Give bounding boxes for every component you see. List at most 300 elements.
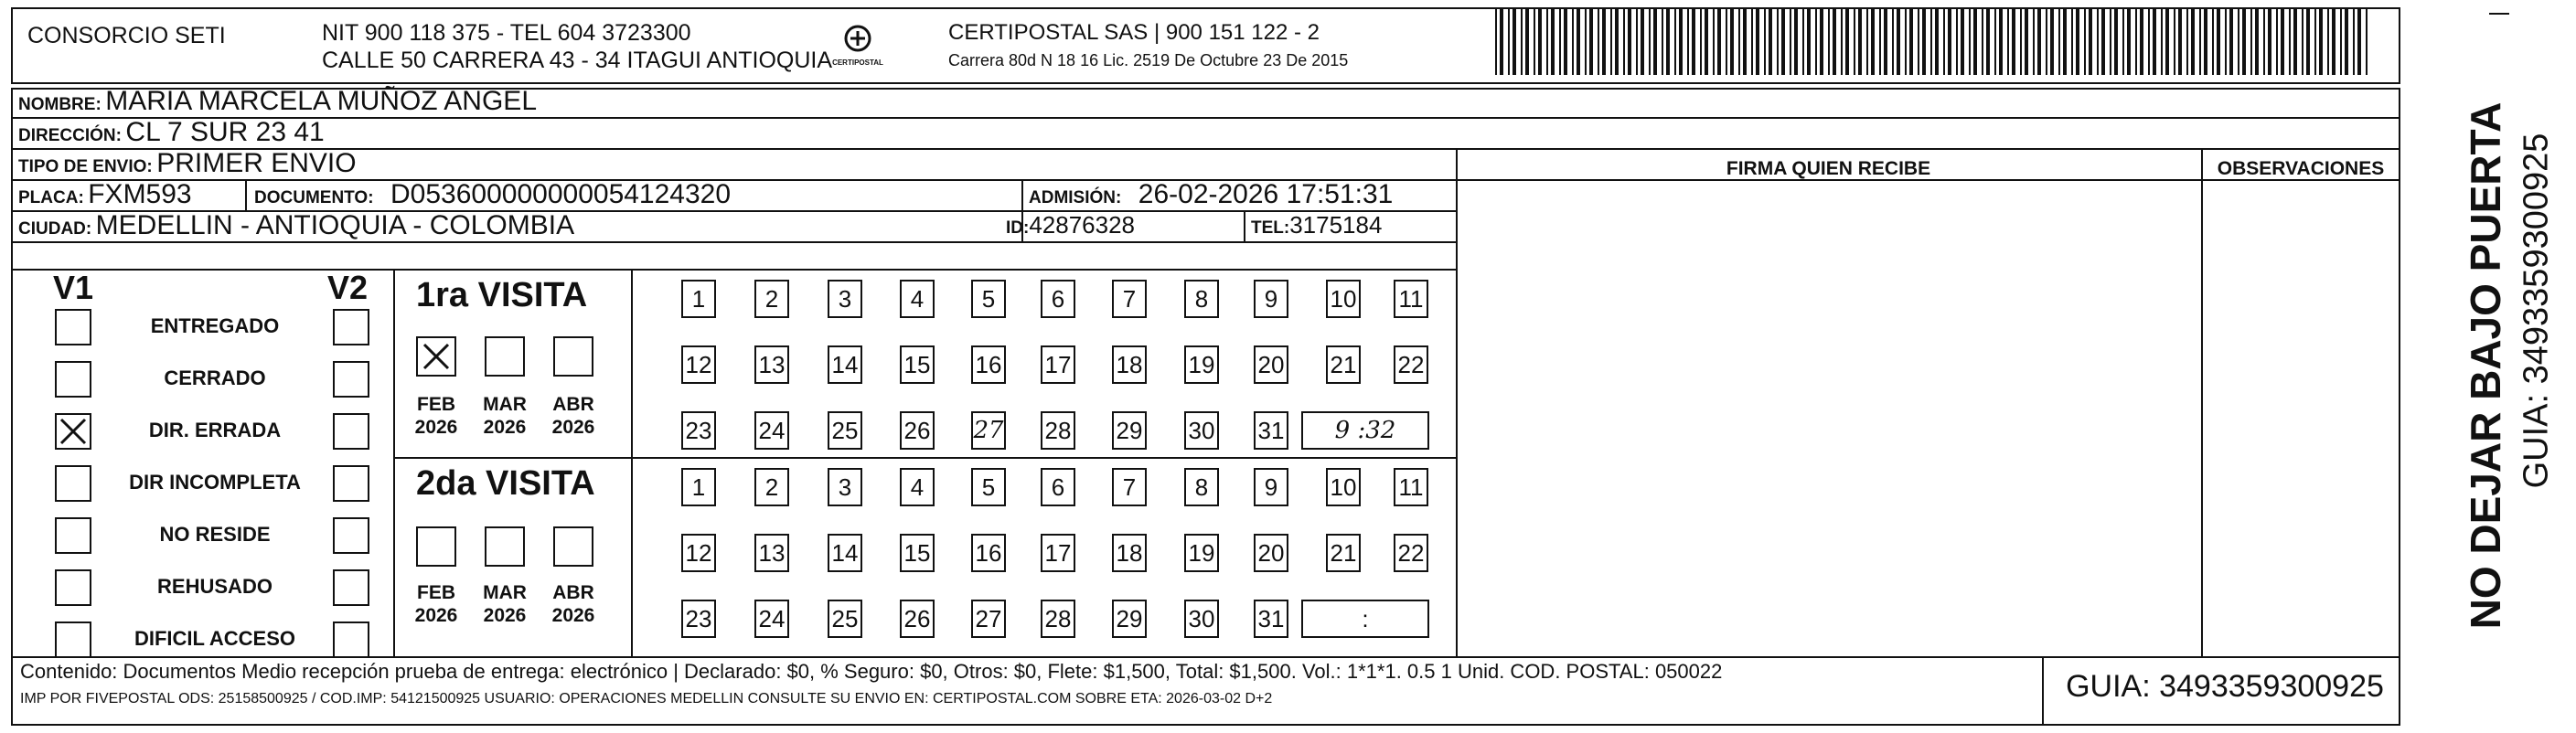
barcode-bar bbox=[1922, 9, 1926, 75]
day-box[interactable]: 1 bbox=[681, 468, 716, 506]
barcode-bar bbox=[1969, 9, 1971, 75]
status-label: CERRADO bbox=[164, 366, 266, 389]
day-box[interactable]: 8 bbox=[1184, 280, 1219, 318]
v1-checkbox[interactable] bbox=[55, 621, 91, 658]
day-box[interactable]: 17 bbox=[1041, 345, 1075, 384]
barcode-bar bbox=[2076, 9, 2079, 75]
documento-value: D053600000000054124320 bbox=[390, 179, 732, 209]
barcode-bar bbox=[2199, 9, 2201, 75]
time-box[interactable]: : bbox=[1301, 600, 1429, 638]
day-box[interactable]: 27 bbox=[971, 600, 1006, 638]
day-box[interactable]: 9 bbox=[1254, 468, 1288, 506]
v1-checkbox[interactable] bbox=[55, 361, 91, 398]
barcode-bar bbox=[2110, 9, 2111, 75]
barcode-bar bbox=[2293, 9, 2297, 75]
month-name: ABR bbox=[552, 394, 594, 415]
day-box[interactable]: 16 bbox=[971, 345, 1006, 384]
license-line: Carrera 80d N 18 16 Lic. 2519 De Octubre 23 De 2015 bbox=[948, 51, 1349, 69]
day-box[interactable]: 14 bbox=[828, 534, 862, 572]
barcode-bar bbox=[1820, 9, 1823, 75]
barcode-bar bbox=[1649, 9, 1651, 75]
row-line bbox=[393, 457, 1456, 459]
month-label bbox=[546, 393, 601, 439]
barcode-bar bbox=[1918, 9, 1919, 75]
day-box[interactable]: 22 bbox=[1394, 345, 1428, 384]
day-box[interactable]: 6 bbox=[1041, 468, 1075, 506]
nombre-field bbox=[18, 86, 537, 117]
barcode-bar bbox=[1700, 9, 1702, 75]
direccion-field bbox=[18, 117, 325, 148]
status-label: DIFICIL ACCESO bbox=[134, 627, 295, 650]
barcode-bar bbox=[2140, 9, 2143, 75]
month-name: MAR bbox=[483, 582, 527, 603]
barcode-bar bbox=[1935, 9, 1939, 75]
barcode-bar bbox=[2327, 9, 2329, 75]
barcode-bar bbox=[2127, 9, 2131, 75]
month-year: 2026 bbox=[414, 605, 458, 626]
barcode-bar bbox=[2050, 9, 2054, 75]
barcode-bar bbox=[2178, 9, 2182, 75]
barcode-bar bbox=[2250, 9, 2252, 75]
barcode-bar bbox=[1602, 9, 1606, 75]
footer-imp: IMP POR FIVEPOSTAL ODS: 25158500925 / COD.IMP: 54121500925 USUARIO: OPERACIONES MEDELLIN CONSULTE SU ENVIO EN: CERTIPOSTAL.COM SOBRE ETA: 2026-03-02 D+2 bbox=[20, 691, 1273, 706]
top-right-tick bbox=[2489, 13, 2509, 15]
barcode-bar bbox=[2332, 9, 2336, 75]
barcode-bar bbox=[1815, 9, 1817, 75]
barcode-bar bbox=[1828, 9, 1830, 75]
cell-divider bbox=[245, 179, 247, 210]
no-dejar-bajo-puerta: NO DEJAR BAJO PUERTA bbox=[2462, 101, 2509, 630]
barcode-bar bbox=[2268, 9, 2271, 75]
day-box[interactable]: 22 bbox=[1394, 534, 1428, 572]
barcode-bar bbox=[1833, 9, 1836, 75]
tipo-field bbox=[18, 148, 357, 179]
v2-checkbox[interactable] bbox=[333, 361, 369, 398]
barcode-bar bbox=[1743, 9, 1747, 75]
footer-divider bbox=[2042, 656, 2044, 726]
barcode-bar bbox=[2089, 9, 2092, 75]
barcode-bar bbox=[2046, 9, 2047, 75]
tel-value: 3175184 bbox=[1289, 211, 1383, 239]
day-box[interactable]: 5 bbox=[971, 280, 1006, 318]
day-box[interactable]: 14 bbox=[828, 345, 862, 384]
month-checkbox[interactable] bbox=[416, 526, 456, 567]
day-box[interactable]: 10 bbox=[1326, 468, 1361, 506]
barcode-bar bbox=[1871, 9, 1875, 75]
documento-label: DOCUMENTO: bbox=[254, 188, 374, 207]
day-box[interactable]: 8 bbox=[1184, 468, 1219, 506]
day-box[interactable]: 23 bbox=[681, 600, 716, 638]
barcode-bar bbox=[1512, 9, 1516, 75]
day-box[interactable]: 10 bbox=[1326, 280, 1361, 318]
barcode-bar bbox=[2135, 9, 2137, 75]
certipostal-logo bbox=[830, 20, 885, 75]
barcode-bar bbox=[1546, 9, 1548, 75]
barcode-bar bbox=[1841, 9, 1843, 75]
admision-field bbox=[1029, 179, 1393, 210]
ciudad-value: MEDELLIN - ANTIOQUIA - COLOMBIA bbox=[95, 210, 575, 240]
barcode-bar bbox=[2101, 9, 2105, 75]
month-name: FEB bbox=[417, 394, 455, 415]
status-label: DIR INCOMPLETA bbox=[129, 471, 301, 494]
barcode-bar bbox=[1551, 9, 1555, 75]
barcode-bar bbox=[1982, 9, 1983, 75]
row-line bbox=[11, 241, 1456, 243]
barcode-bar bbox=[1764, 9, 1766, 75]
day-box[interactable]: 29 bbox=[1112, 600, 1147, 638]
day-box[interactable]: 26 bbox=[900, 411, 935, 450]
barcode-bar bbox=[1781, 9, 1785, 75]
status-label: ENTREGADO bbox=[150, 314, 280, 337]
barcode-bar bbox=[1521, 9, 1523, 75]
day-box[interactable]: 2 bbox=[754, 468, 789, 506]
barcode-bar bbox=[2217, 9, 2220, 75]
row-line bbox=[11, 148, 2400, 150]
v2-checkbox[interactable] bbox=[333, 517, 369, 554]
barcode-bar bbox=[2063, 9, 2067, 75]
barcode-bar bbox=[2204, 9, 2207, 75]
month-checkbox[interactable] bbox=[553, 526, 593, 567]
month-label bbox=[409, 581, 464, 627]
barcode-bar bbox=[1892, 9, 1894, 75]
section-divider bbox=[2201, 148, 2203, 656]
barcode-bar bbox=[1845, 9, 1849, 75]
month-label bbox=[477, 393, 532, 439]
row-line bbox=[11, 269, 1456, 271]
placa-value: FXM593 bbox=[88, 179, 192, 209]
barcode-bar bbox=[2058, 9, 2060, 75]
barcode-bar bbox=[1884, 9, 1887, 75]
day-box[interactable]: 20 bbox=[1254, 534, 1288, 572]
cell-divider bbox=[1244, 210, 1245, 241]
observaciones-label: OBSERVACIONES bbox=[2217, 158, 2385, 179]
barcode-bar bbox=[2281, 9, 2284, 75]
barcode-bar bbox=[1858, 9, 1862, 75]
v2-checkbox[interactable] bbox=[333, 621, 369, 658]
day-box[interactable]: 30 bbox=[1184, 600, 1219, 638]
barcode-bar bbox=[1495, 9, 1497, 75]
time-box[interactable]: 9 :32 bbox=[1301, 411, 1429, 450]
day-box[interactable]: 4 bbox=[900, 468, 935, 506]
barcode-bar bbox=[1986, 9, 1990, 75]
barcode-bar bbox=[1854, 9, 1855, 75]
barcode-bar bbox=[1790, 9, 1791, 75]
placa-field bbox=[18, 179, 192, 210]
id-label: ID: bbox=[1006, 218, 1030, 238]
barcode-bar bbox=[1730, 9, 1734, 75]
month-name: MAR bbox=[483, 394, 527, 415]
tel-field bbox=[1251, 211, 1382, 239]
barcode-bar bbox=[1961, 9, 1964, 75]
section-divider bbox=[1456, 148, 1458, 656]
month-checkbox[interactable] bbox=[416, 336, 456, 377]
barcode-bar bbox=[2186, 9, 2188, 75]
barcode-bar bbox=[1653, 9, 1657, 75]
ciudad-label: CIUDAD: bbox=[18, 219, 92, 239]
day-box[interactable]: 31 bbox=[1254, 600, 1288, 638]
tel-label: TEL: bbox=[1251, 218, 1290, 238]
barcode-bar bbox=[1794, 9, 1798, 75]
day-box[interactable]: 25 bbox=[828, 600, 862, 638]
placa-label: PLACA: bbox=[18, 188, 84, 207]
tipo-label: TIPO DE ENVIO: bbox=[18, 157, 153, 176]
barcode-bar bbox=[2191, 9, 2195, 75]
month-year: 2026 bbox=[551, 417, 595, 438]
day-box[interactable]: 7 bbox=[1112, 280, 1147, 318]
address-line: CALLE 50 CARRERA 43 - 34 ITAGUI ANTIOQUIA bbox=[322, 48, 833, 73]
month-year: 2026 bbox=[483, 417, 527, 438]
day-box[interactable]: 11 bbox=[1394, 468, 1428, 506]
footer-guia: GUIA: 3493359300925 bbox=[2066, 669, 2384, 704]
barcode-bar bbox=[1905, 9, 1907, 75]
barcode-bar bbox=[1679, 9, 1683, 75]
barcode-bar bbox=[1705, 9, 1708, 75]
barcode-bar bbox=[2165, 9, 2169, 75]
v1-label: V1 bbox=[53, 269, 94, 306]
barcode-bar bbox=[2153, 9, 2156, 75]
v1-checkbox[interactable] bbox=[55, 413, 91, 450]
day-box[interactable]: 25 bbox=[828, 411, 862, 450]
barcode-bar bbox=[1713, 9, 1715, 75]
barcode-bar bbox=[1525, 9, 1529, 75]
barcode-bar bbox=[1564, 9, 1567, 75]
barcode-bar bbox=[1538, 9, 1542, 75]
barcode-bar bbox=[2314, 9, 2316, 75]
day-box[interactable]: 3 bbox=[828, 280, 862, 318]
month-name: ABR bbox=[552, 582, 594, 603]
barcode-bar bbox=[1930, 9, 1932, 75]
month-year: 2026 bbox=[551, 605, 595, 626]
day-box[interactable]: 4 bbox=[900, 280, 935, 318]
barcode-bar bbox=[2357, 9, 2361, 75]
barcode-bar bbox=[2084, 9, 2086, 75]
day-box[interactable]: 16 bbox=[971, 534, 1006, 572]
barcode-bar bbox=[2097, 9, 2099, 75]
footer-contenido: Contenido: Documentos Medio recepción prueba de entrega: electrónico | Declarado: $0, % Seguro: $0, Otros: $0, Flete: $1,500, Total: $1,500. Vol.: 1*1*1. 0.5 1 Unid. COD. POSTAL: 050022 bbox=[20, 660, 1723, 683]
day-box[interactable]: 21 bbox=[1326, 534, 1361, 572]
barcode-bar bbox=[2319, 9, 2323, 75]
side-guia: GUIA: 3493359300925 bbox=[2517, 133, 2556, 489]
barcode-bar bbox=[1897, 9, 1900, 75]
day-box[interactable]: 30 bbox=[1184, 411, 1219, 450]
barcode-bar bbox=[2148, 9, 2150, 75]
barcode-bar bbox=[2345, 9, 2348, 75]
barcode-bar bbox=[1623, 9, 1625, 75]
barcode-bar bbox=[2229, 9, 2233, 75]
barcode-bar bbox=[1589, 9, 1593, 75]
day-box[interactable]: 7 bbox=[1112, 468, 1147, 506]
v2-checkbox[interactable] bbox=[333, 569, 369, 606]
certipostal-line: CERTIPOSTAL SAS | 900 151 122 - 2 bbox=[948, 20, 1320, 45]
day-box[interactable]: 24 bbox=[754, 600, 789, 638]
day-box[interactable]: 3 bbox=[828, 468, 862, 506]
status-label: DIR. ERRADA bbox=[148, 419, 282, 441]
id-field bbox=[1006, 211, 1135, 239]
day-box[interactable]: 18 bbox=[1112, 534, 1147, 572]
id-value: 42876328 bbox=[1029, 211, 1136, 239]
barcode-bar bbox=[1572, 9, 1574, 75]
barcode-bar bbox=[1666, 9, 1670, 75]
barcode-bar bbox=[2353, 9, 2355, 75]
v1-checkbox[interactable] bbox=[55, 517, 91, 554]
day-box[interactable]: 23 bbox=[681, 411, 716, 450]
day-box[interactable]: 5 bbox=[971, 468, 1006, 506]
barcode-bar bbox=[2114, 9, 2118, 75]
barcode-bar bbox=[1500, 9, 1503, 75]
checkmark-icon bbox=[420, 340, 453, 377]
nit-line: NIT 900 118 375 - TEL 604 3723300 bbox=[322, 20, 691, 46]
admision-value: 26-02-2026 17:51:31 bbox=[1138, 179, 1394, 209]
day-box[interactable]: 19 bbox=[1184, 534, 1219, 572]
day-box[interactable]: 27 bbox=[971, 411, 1006, 450]
visita1-title: 1ra VISITA bbox=[416, 276, 588, 314]
day-box[interactable]: 9 bbox=[1254, 280, 1288, 318]
status-label: NO RESIDE bbox=[159, 523, 271, 546]
day-box[interactable]: 24 bbox=[754, 411, 789, 450]
barcode-bar bbox=[2366, 9, 2368, 75]
v2-label: V2 bbox=[327, 269, 369, 306]
barcode-bar bbox=[1577, 9, 1580, 75]
barcode-bar bbox=[1636, 9, 1638, 75]
day-box[interactable]: 19 bbox=[1184, 345, 1219, 384]
day-box[interactable]: 28 bbox=[1041, 600, 1075, 638]
barcode-bar bbox=[2225, 9, 2227, 75]
barcode-bar bbox=[2289, 9, 2291, 75]
visita2-title: 2da VISITA bbox=[416, 464, 595, 503]
month-year: 2026 bbox=[483, 605, 527, 626]
row-line bbox=[11, 117, 2400, 119]
status-label: REHUSADO bbox=[157, 575, 273, 598]
barcode-bar bbox=[1777, 9, 1779, 75]
day-box[interactable]: 18 bbox=[1112, 345, 1147, 384]
day-box[interactable]: 15 bbox=[900, 534, 935, 572]
barcode-bar bbox=[2276, 9, 2278, 75]
company-name: CONSORCIO SETI bbox=[27, 23, 226, 48]
barcode-bar bbox=[1641, 9, 1644, 75]
v1-checkbox[interactable] bbox=[55, 569, 91, 606]
v2-checkbox[interactable] bbox=[333, 413, 369, 450]
barcode-bar bbox=[2020, 9, 2022, 75]
section-divider bbox=[393, 269, 395, 656]
day-box[interactable]: 20 bbox=[1254, 345, 1288, 384]
v2-checkbox[interactable] bbox=[333, 309, 369, 345]
barcode-bar bbox=[1756, 9, 1759, 75]
barcode-bar bbox=[2071, 9, 2073, 75]
tipo-value: PRIMER ENVIO bbox=[156, 148, 357, 178]
day-box[interactable]: 6 bbox=[1041, 280, 1075, 318]
v1-checkbox[interactable] bbox=[55, 465, 91, 502]
barcode-bar bbox=[1628, 9, 1631, 75]
logo-text: CERTIPOSTAL bbox=[832, 58, 883, 67]
barcode-bar bbox=[1802, 9, 1804, 75]
barcode-bar bbox=[1610, 9, 1612, 75]
checkmark-icon bbox=[57, 415, 90, 452]
barcode-bar bbox=[1738, 9, 1740, 75]
barcode-bar bbox=[2340, 9, 2342, 75]
barcode-bar bbox=[1726, 9, 1727, 75]
barcode-bar bbox=[1769, 9, 1772, 75]
firma-label: FIRMA QUIEN RECIBE bbox=[1726, 158, 1931, 179]
section-divider bbox=[631, 269, 633, 656]
barcode bbox=[1495, 9, 2373, 75]
month-checkbox[interactable] bbox=[485, 336, 525, 377]
day-box[interactable]: 21 bbox=[1326, 345, 1361, 384]
barcode-bar bbox=[1909, 9, 1913, 75]
barcode-bar bbox=[2174, 9, 2175, 75]
v2-checkbox[interactable] bbox=[333, 465, 369, 502]
barcode-bar bbox=[2306, 9, 2310, 75]
barcode-bar bbox=[1999, 9, 2003, 75]
day-box[interactable]: 15 bbox=[900, 345, 935, 384]
barcode-bar bbox=[2161, 9, 2163, 75]
day-box[interactable]: 28 bbox=[1041, 411, 1075, 450]
barcode-bar bbox=[1687, 9, 1689, 75]
month-label bbox=[477, 581, 532, 627]
barcode-bar bbox=[1585, 9, 1587, 75]
barcode-bar bbox=[1866, 9, 1868, 75]
day-box[interactable]: 26 bbox=[900, 600, 935, 638]
barcode-bar bbox=[1948, 9, 1951, 75]
barcode-bar bbox=[1508, 9, 1510, 75]
day-box[interactable]: 29 bbox=[1112, 411, 1147, 450]
v1-checkbox[interactable] bbox=[55, 309, 91, 345]
month-label bbox=[546, 581, 601, 627]
day-box[interactable]: 31 bbox=[1254, 411, 1288, 450]
side-text bbox=[2405, 55, 2570, 676]
barcode-bar bbox=[2033, 9, 2035, 75]
direccion-value: CL 7 SUR 23 41 bbox=[125, 117, 325, 147]
barcode-bar bbox=[1807, 9, 1811, 75]
nombre-value: MARIA MARCELA MUÑOZ ANGEL bbox=[105, 86, 538, 116]
barcode-bar bbox=[2012, 9, 2015, 75]
barcode-bar bbox=[1879, 9, 1881, 75]
day-box[interactable]: 17 bbox=[1041, 534, 1075, 572]
barcode-bar bbox=[1717, 9, 1721, 75]
barcode-bar bbox=[2212, 9, 2214, 75]
month-checkbox[interactable] bbox=[553, 336, 593, 377]
barcode-bar bbox=[2025, 9, 2028, 75]
barcode-bar bbox=[1994, 9, 1996, 75]
barcode-bar bbox=[2263, 9, 2265, 75]
month-label bbox=[409, 393, 464, 439]
barcode-bar bbox=[1534, 9, 1535, 75]
month-year: 2026 bbox=[414, 417, 458, 438]
day-box[interactable]: 12 bbox=[681, 534, 716, 572]
barcode-bar bbox=[2242, 9, 2246, 75]
day-box[interactable]: 2 bbox=[754, 280, 789, 318]
documento-field bbox=[254, 179, 731, 210]
barcode-bar bbox=[2255, 9, 2259, 75]
barcode-bar bbox=[2238, 9, 2239, 75]
barcode-bar bbox=[1692, 9, 1695, 75]
barcode-bar bbox=[2302, 9, 2303, 75]
day-box[interactable]: 1 bbox=[681, 280, 716, 318]
barcode-bar bbox=[1751, 9, 1753, 75]
day-box[interactable]: 13 bbox=[754, 345, 789, 384]
barcode-bar bbox=[1662, 9, 1663, 75]
barcode-bar bbox=[1615, 9, 1619, 75]
barcode-bar bbox=[1973, 9, 1977, 75]
direccion-label: DIRECCIÓN: bbox=[18, 126, 122, 145]
day-box[interactable]: 11 bbox=[1394, 280, 1428, 318]
barcode-bar bbox=[1559, 9, 1561, 75]
barcode-bar bbox=[1956, 9, 1958, 75]
day-box[interactable]: 13 bbox=[754, 534, 789, 572]
nombre-label: NOMBRE: bbox=[18, 95, 102, 114]
barcode-bar bbox=[2037, 9, 2041, 75]
month-checkbox[interactable] bbox=[485, 526, 525, 567]
day-box[interactable]: 12 bbox=[681, 345, 716, 384]
